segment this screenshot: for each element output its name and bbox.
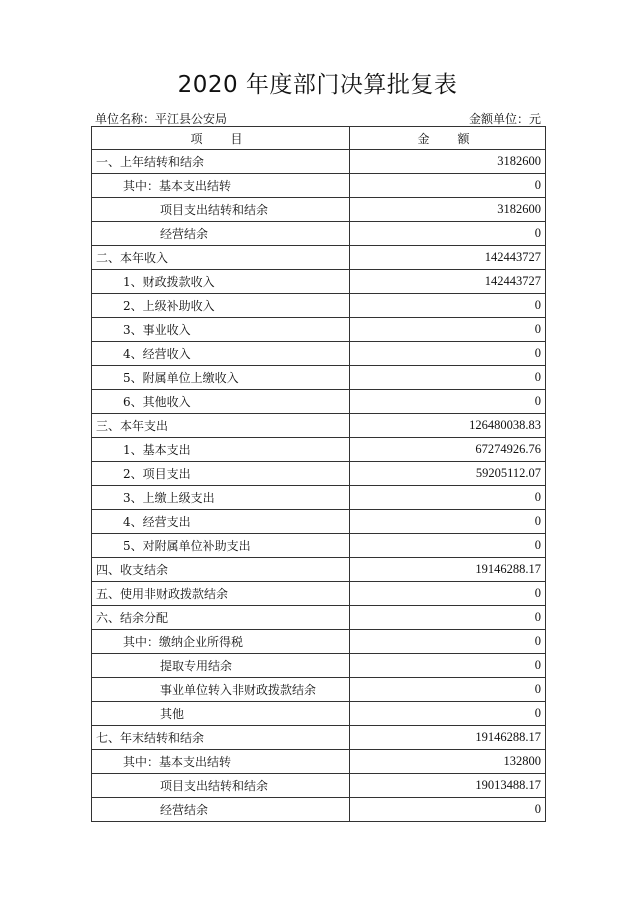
amount-unit: 金额单位：元 [468, 112, 541, 126]
row-amount: 0 [350, 294, 546, 318]
row-amount: 0 [350, 342, 546, 366]
row-label: 1、财政拨款收入 [92, 270, 350, 294]
row-label: 五、使用非财政拨款结余 [92, 582, 350, 606]
table-header-row [92, 127, 546, 150]
row-amount: 59205112.07 [350, 462, 546, 486]
row-amount: 0 [350, 510, 546, 534]
table-row [92, 558, 546, 582]
row-amount: 0 [350, 486, 546, 510]
table-body [92, 150, 546, 822]
row-label: 3、上缴上级支出 [92, 486, 350, 510]
table-row [92, 654, 546, 678]
table-row [92, 606, 546, 630]
row-label: 2、上级补助收入 [92, 294, 350, 318]
row-label: 1、基本支出 [92, 438, 350, 462]
row-label: 七、年末结转和结余 [92, 726, 350, 750]
row-amount: 3182600 [350, 198, 546, 222]
table-row [92, 414, 546, 438]
row-amount: 0 [350, 534, 546, 558]
table-row [92, 462, 546, 486]
row-label: 6、其他收入 [92, 390, 350, 414]
row-amount: 19013488.17 [350, 774, 546, 798]
row-label: 4、经营收入 [92, 342, 350, 366]
table-row [92, 198, 546, 222]
row-amount: 0 [350, 174, 546, 198]
row-label: 提取专用结余 [92, 654, 350, 678]
row-label: 其中：缴纳企业所得税 [92, 630, 350, 654]
row-amount: 0 [350, 678, 546, 702]
row-label: 项目支出结转和结余 [92, 198, 350, 222]
row-amount: 142443727 [350, 270, 546, 294]
table-row [92, 294, 546, 318]
table-row [92, 582, 546, 606]
table-row [92, 678, 546, 702]
table-row [92, 774, 546, 798]
table-row [92, 630, 546, 654]
row-label: 其中：基本支出结转 [92, 750, 350, 774]
row-label: 四、收支结余 [92, 558, 350, 582]
row-label: 事业单位转入非财政拨款结余 [92, 678, 350, 702]
row-amount: 19146288.17 [350, 726, 546, 750]
table-row [92, 342, 546, 366]
row-amount: 0 [350, 390, 546, 414]
table-row [92, 438, 546, 462]
row-label: 项目支出结转和结余 [92, 774, 350, 798]
row-amount: 3182600 [350, 150, 546, 174]
row-label: 3、事业收入 [92, 318, 350, 342]
budget-table [91, 126, 546, 822]
row-label: 其他 [92, 702, 350, 726]
row-amount: 142443727 [350, 246, 546, 270]
row-label: 其中：基本支出结转 [92, 174, 350, 198]
table-row [92, 174, 546, 198]
row-label: 2、项目支出 [92, 462, 350, 486]
table-row [92, 270, 546, 294]
row-label: 六、结余分配 [92, 606, 350, 630]
row-label: 4、经营支出 [92, 510, 350, 534]
table-row [92, 222, 546, 246]
unit-name: 单位名称：平江县公安局 [95, 112, 228, 126]
table-row [92, 702, 546, 726]
table-row [92, 318, 546, 342]
row-label: 5、附属单位上缴收入 [92, 366, 350, 390]
table-row [92, 798, 546, 822]
row-amount: 0 [350, 222, 546, 246]
row-label: 经营结余 [92, 798, 350, 822]
table-row [92, 534, 546, 558]
table-row [92, 486, 546, 510]
row-amount: 0 [350, 654, 546, 678]
row-amount: 126480038.83 [350, 414, 546, 438]
header-item: 项 目 [92, 127, 350, 150]
row-amount: 0 [350, 366, 546, 390]
table-row [92, 246, 546, 270]
row-amount: 0 [350, 606, 546, 630]
table-row [92, 510, 546, 534]
row-label: 5、对附属单位补助支出 [92, 534, 350, 558]
row-amount: 132800 [350, 750, 546, 774]
row-label: 三、本年支出 [92, 414, 350, 438]
page-title: 2020 年度部门决算批复表 [177, 72, 458, 98]
table-row [92, 150, 546, 174]
row-label: 经营结余 [92, 222, 350, 246]
row-amount: 0 [350, 702, 546, 726]
row-amount: 0 [350, 798, 546, 822]
row-amount: 0 [350, 630, 546, 654]
table-row [92, 726, 546, 750]
table-row [92, 390, 546, 414]
header-amount: 金 额 [350, 127, 546, 150]
row-amount: 0 [350, 318, 546, 342]
row-amount: 19146288.17 [350, 558, 546, 582]
row-amount: 0 [350, 582, 546, 606]
table-row [92, 366, 546, 390]
table-row [92, 750, 546, 774]
table-meta [93, 110, 541, 126]
row-amount: 67274926.76 [350, 438, 546, 462]
row-label: 二、本年收入 [92, 246, 350, 270]
row-label: 一、上年结转和结余 [92, 150, 350, 174]
